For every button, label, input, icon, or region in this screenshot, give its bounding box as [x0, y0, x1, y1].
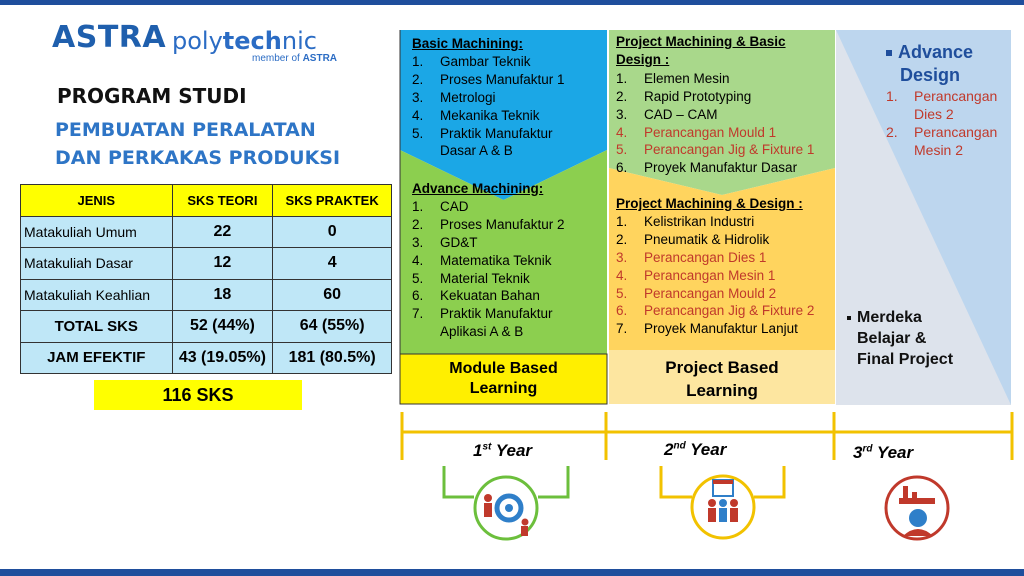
factory-worker-icon: [880, 470, 948, 539]
cell-label: Matakuliah Keahlian: [21, 279, 173, 311]
item-text: Pneumatik & Hidrolik: [644, 231, 770, 247]
item-number: 5.: [412, 125, 424, 141]
year-number: 2: [664, 440, 674, 459]
item-text: Perancangan Mould 1: [644, 124, 777, 140]
gear-people-icon: [444, 466, 568, 539]
logo-brand: ASTRA: [52, 20, 167, 55]
list-item: [412, 71, 604, 89]
cell-praktek: 60: [273, 279, 392, 311]
item-text: Proyek Manufaktur Lanjut: [644, 321, 798, 337]
item-number: 1.: [886, 88, 898, 104]
advance-design-title: [886, 41, 1011, 87]
item-number: 2.: [616, 231, 628, 247]
list-item: [616, 267, 834, 285]
list-item: [616, 213, 834, 231]
item-text: Material Teknik: [440, 270, 530, 286]
logo-member-of: member of: [252, 53, 303, 64]
item-number: 1.: [616, 213, 628, 229]
merdeka-line2: Belajar &: [857, 330, 927, 347]
year-2-label: [664, 440, 726, 460]
item-number: 6.: [616, 160, 628, 176]
header-sks-teori: SKS TEORI: [172, 185, 273, 217]
advance-machining-list: [412, 180, 604, 341]
item-text: GD&T: [440, 234, 478, 250]
list-item: [616, 70, 834, 88]
list-item: [616, 106, 834, 124]
cell-label: TOTAL SKS: [21, 311, 173, 343]
item-text: Metrologi: [440, 89, 496, 105]
total-sks-box: 116 SKS: [94, 380, 302, 410]
item-text: CAD: [440, 198, 469, 214]
item-text: Praktik Manufaktur: [440, 306, 553, 322]
item-number: 2.: [616, 88, 628, 104]
item-number: 4.: [412, 252, 424, 268]
module-based-line1: Module Based: [449, 360, 558, 377]
project-based-label: [609, 356, 835, 402]
module-based-line2: Learning: [469, 380, 538, 397]
item-text-cont: Dies 2: [914, 105, 954, 122]
year-suffix: nd: [673, 440, 686, 452]
advance-design-line2: Design: [900, 65, 961, 85]
list-item: [886, 88, 1011, 124]
item-text: Perancangan Dies 1: [644, 249, 767, 265]
item-text: Proses Manufaktur 2: [440, 216, 565, 232]
item-text: Perancangan Jig & Fixture 2: [644, 303, 815, 319]
list-item: [412, 53, 604, 71]
program-name-line1: PEMBUATAN PERALATAN: [55, 119, 316, 141]
list-item: [412, 252, 604, 270]
year-word: Year: [685, 440, 727, 459]
item-text: Matematika Teknik: [440, 252, 552, 268]
item-text-cont: Mesin 2: [914, 141, 964, 158]
list-item: [616, 124, 834, 142]
year-word: Year: [872, 443, 914, 462]
item-text: Kekuatan Bahan: [440, 288, 540, 304]
list-item: [412, 287, 604, 305]
item-text: Proyek Manufaktur Dasar: [644, 160, 798, 176]
cell-praktek: 64 (55%): [273, 311, 392, 343]
item-number: 5.: [616, 142, 628, 158]
bullet-icon: [886, 50, 892, 56]
basic-machining-title: Basic Machining:: [412, 36, 524, 51]
item-number: 7.: [616, 321, 628, 337]
item-text-cont: Dasar A & B: [440, 143, 513, 159]
item-text-cont: Aplikasi A & B: [440, 324, 524, 340]
item-number: 6.: [616, 303, 628, 319]
cell-label: Matakuliah Dasar: [21, 248, 173, 280]
item-number: 7.: [412, 306, 424, 322]
cell-praktek: 0: [273, 216, 392, 248]
item-text: Perancangan Jig & Fixture 1: [644, 142, 815, 158]
logo-astra-small: ASTRA: [302, 53, 338, 64]
advance-design-line1: Advance: [898, 42, 974, 62]
cell-teori: 43 (19.05%): [172, 342, 273, 374]
logo-tech: tech: [222, 27, 282, 55]
item-text: Gambar Teknik: [440, 53, 531, 69]
module-based-label: [400, 359, 607, 399]
item-text: CAD – CAM: [644, 106, 718, 122]
cell-label: JAM EFEKTIF: [21, 342, 173, 374]
header-jenis: JENIS: [21, 185, 173, 217]
pm-design-title: Project Machining & Design :: [616, 196, 803, 211]
item-text: Proses Manufaktur 1: [440, 71, 565, 87]
advance-design-list: [886, 88, 1011, 160]
item-number: 4.: [616, 124, 628, 140]
item-text: Rapid Prototyping: [644, 88, 752, 104]
item-text: Perancangan: [914, 123, 998, 140]
calendar-team-icon: [661, 466, 784, 538]
item-number: 5.: [616, 285, 628, 301]
pm-design-list: [616, 195, 834, 338]
list-item: [616, 320, 834, 338]
list-item: [412, 234, 604, 252]
item-number: 3.: [412, 89, 424, 105]
item-number: 5.: [412, 270, 424, 286]
item-number: 2.: [412, 71, 424, 87]
merdeka-line3: Final Project: [857, 351, 954, 368]
item-number: 2.: [886, 123, 898, 140]
item-number: 1.: [412, 53, 424, 69]
item-number: 3.: [616, 106, 628, 122]
list-item: [616, 302, 834, 320]
pm-basic-list: [616, 33, 834, 177]
item-text: Perancangan Mesin 1: [644, 267, 776, 283]
year-1-label: [473, 441, 532, 461]
list-item: [616, 159, 834, 177]
year-number: 3: [853, 443, 863, 462]
item-number: 3.: [616, 249, 628, 265]
merdeka-block: [847, 307, 1007, 370]
item-text: Kelistrikan Industri: [644, 213, 755, 229]
item-text: Mekanika Teknik: [440, 107, 540, 123]
list-item: [886, 124, 1011, 160]
program-name-line2: DAN PERKAKAS PRODUKSI: [55, 147, 341, 169]
list-item: [412, 216, 604, 234]
merdeka-line1: Merdeka: [857, 309, 922, 326]
item-text: Elemen Mesin: [644, 70, 730, 86]
item-number: 1.: [616, 70, 628, 86]
item-number: 4.: [412, 107, 424, 123]
item-number: 3.: [412, 234, 424, 250]
cell-teori: 52 (44%): [172, 311, 273, 343]
logo-nic: nic: [281, 27, 317, 55]
advance-machining-title: Advance Machining:: [412, 181, 544, 196]
year-3-label: [853, 443, 913, 463]
list-item: [412, 198, 604, 216]
project-based-line2: Learning: [686, 381, 758, 400]
list-item: [616, 141, 834, 159]
list-item: [616, 231, 834, 249]
cell-praktek: 4: [273, 248, 392, 280]
cell-teori: 12: [172, 248, 273, 280]
list-item: [412, 89, 604, 107]
cell-teori: 22: [172, 216, 273, 248]
list-item: [616, 285, 834, 303]
cell-teori: 18: [172, 279, 273, 311]
year-suffix: rd: [862, 443, 873, 455]
list-item: [412, 125, 604, 161]
list-item: [616, 88, 834, 106]
year-word: Year: [491, 441, 533, 460]
item-text: Perancangan Mould 2: [644, 285, 777, 301]
logo-poly: poly: [172, 27, 223, 55]
project-based-line1: Project Based: [665, 358, 779, 377]
header-sks-praktek: SKS PRAKTEK: [273, 185, 392, 217]
list-item: [412, 305, 604, 341]
cell-praktek: 181 (80.5%): [273, 342, 392, 374]
bullet-icon: [847, 316, 851, 320]
list-item: [412, 107, 604, 125]
list-item: [616, 249, 834, 267]
pm-basic-title-line1: Project Machining & Basic: [616, 34, 786, 49]
item-number: 2.: [412, 216, 424, 232]
item-number: 4.: [616, 267, 628, 283]
year-number: 1: [473, 441, 483, 460]
program-label: PROGRAM STUDI: [57, 84, 247, 108]
item-number: 6.: [412, 288, 424, 304]
cell-label: Matakuliah Umum: [21, 216, 173, 248]
basic-machining-list: [412, 35, 604, 160]
item-text: Perancangan: [914, 88, 998, 104]
pm-basic-title-line2: Design :: [616, 51, 670, 67]
item-number: 1.: [412, 198, 424, 214]
year-suffix: st: [482, 441, 492, 453]
list-item: [412, 270, 604, 288]
item-text: Praktik Manufaktur: [440, 125, 553, 141]
